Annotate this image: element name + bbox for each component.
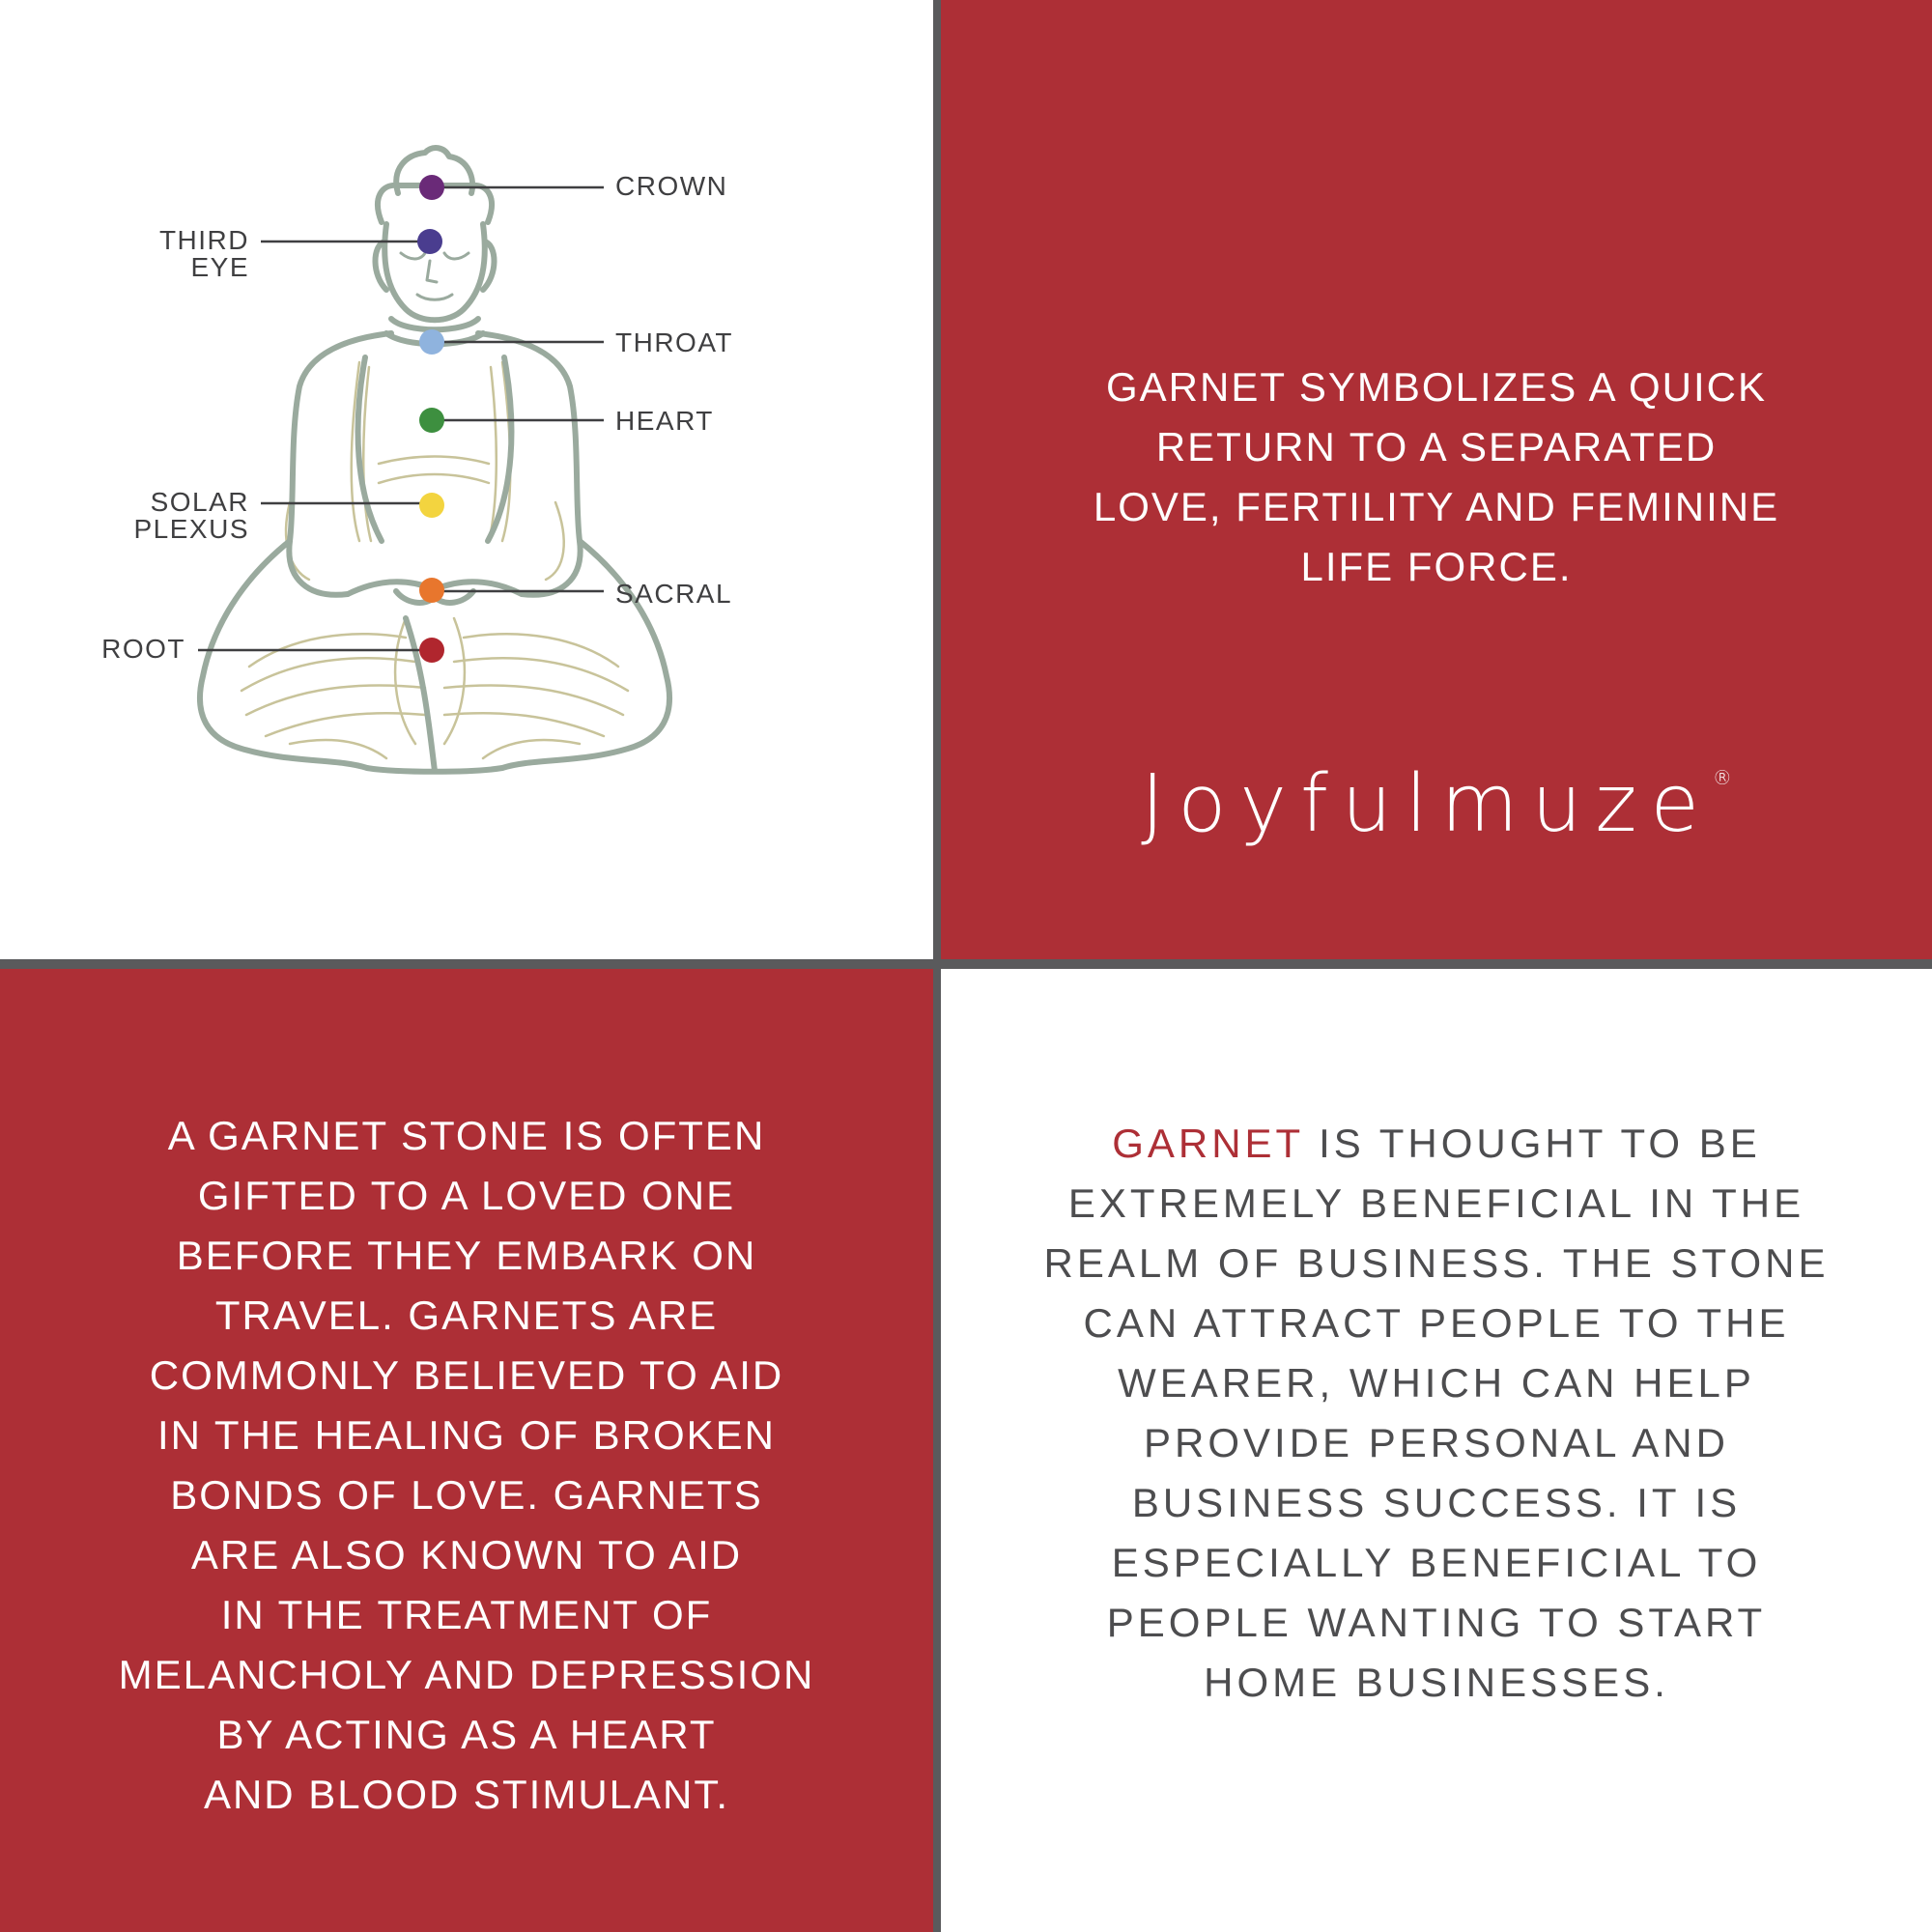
heart-label: HEART <box>615 406 714 436</box>
first-line-rest: IS THOUGHT TO BE <box>1303 1121 1761 1166</box>
text-line: LIFE FORCE. <box>1300 544 1573 589</box>
crown-chakra-dot <box>419 175 444 200</box>
text-line: COMMONLY BELIEVED TO AID <box>149 1352 784 1398</box>
text-line: MELANCHOLY AND DEPRESSION <box>118 1652 815 1697</box>
buddha-chakra-illustration <box>0 0 933 959</box>
text-line: LOVE, FERTILITY AND FEMININE <box>1093 484 1780 529</box>
text-line: BEFORE THEY EMBARK ON <box>176 1233 757 1278</box>
third-eye-label-line-1: THIRD <box>158 225 249 255</box>
gifting-text <box>0 1106 933 1825</box>
text-line: RETURN TO A SEPARATED <box>1155 424 1718 469</box>
text-line: PROVIDE PERSONAL AND <box>1144 1420 1729 1465</box>
text-line: CAN ATTRACT PEOPLE TO THE <box>1083 1300 1790 1346</box>
third-eye-chakra-dot <box>417 229 442 254</box>
text-line: A GARNET STONE IS OFTEN <box>167 1113 766 1158</box>
text-line: BONDS OF LOVE. GARNETS <box>170 1472 763 1518</box>
text-line: GIFTED TO A LOVED ONE <box>197 1173 736 1218</box>
text-line: HOME BUSINESSES. <box>1204 1660 1669 1705</box>
text-line: ESPECIALLY BENEFICIAL TO <box>1111 1540 1762 1585</box>
business-text <box>941 1114 1932 1713</box>
gifting-panel <box>0 969 933 1932</box>
text-line: BUSINESS SUCCESS. IT IS <box>1131 1480 1742 1525</box>
text-line: EXTREMELY BENEFICIAL IN THE <box>1067 1180 1805 1226</box>
root-label: ROOT <box>101 634 185 664</box>
solar-plexus-chakra-dot <box>419 493 444 518</box>
text-line: AND BLOOD STIMULANT. <box>203 1772 730 1817</box>
text-line: IN THE TREATMENT OF <box>220 1592 713 1637</box>
solar-plexus-label-line-2: PLEXUS <box>133 514 249 544</box>
brand-name: Joyfulmuze <box>1141 758 1713 850</box>
symbolism-panel <box>941 0 1932 959</box>
text-line: PEOPLE WANTING TO START <box>1106 1600 1767 1645</box>
heart-chakra-dot <box>419 408 444 433</box>
sacral-chakra-dot <box>419 578 444 603</box>
registered-mark: ® <box>1712 766 1732 789</box>
business-panel <box>941 969 1932 1932</box>
text-line: REALM OF BUSINESS. THE STONE <box>1043 1240 1830 1286</box>
text-line <box>941 1114 1932 1174</box>
text-line: ARE ALSO KNOWN TO AID <box>190 1532 743 1577</box>
symbolism-text <box>941 357 1932 597</box>
garnet-highlight: GARNET <box>1112 1121 1304 1166</box>
text-line: TRAVEL. GARNETS ARE <box>214 1293 719 1338</box>
solar-plexus-label-line-1: SOLAR <box>150 487 249 517</box>
third-eye-label-line-2: EYE <box>190 252 249 282</box>
text-line: IN THE HEALING OF BROKEN <box>157 1412 776 1458</box>
throat-chakra-dot <box>419 329 444 355</box>
chakra-diagram-panel <box>0 0 933 959</box>
sacral-label: SACRAL <box>615 579 733 609</box>
text-line: BY ACTING AS A HEART <box>216 1712 717 1757</box>
throat-label: THROAT <box>615 327 734 357</box>
text-line: GARNET SYMBOLIZES A QUICK <box>1105 364 1768 410</box>
brand-logo <box>941 758 1932 850</box>
crown-label: CROWN <box>615 171 728 201</box>
text-line: WEARER, WHICH CAN HELP <box>1118 1360 1755 1406</box>
root-chakra-dot <box>419 638 444 663</box>
